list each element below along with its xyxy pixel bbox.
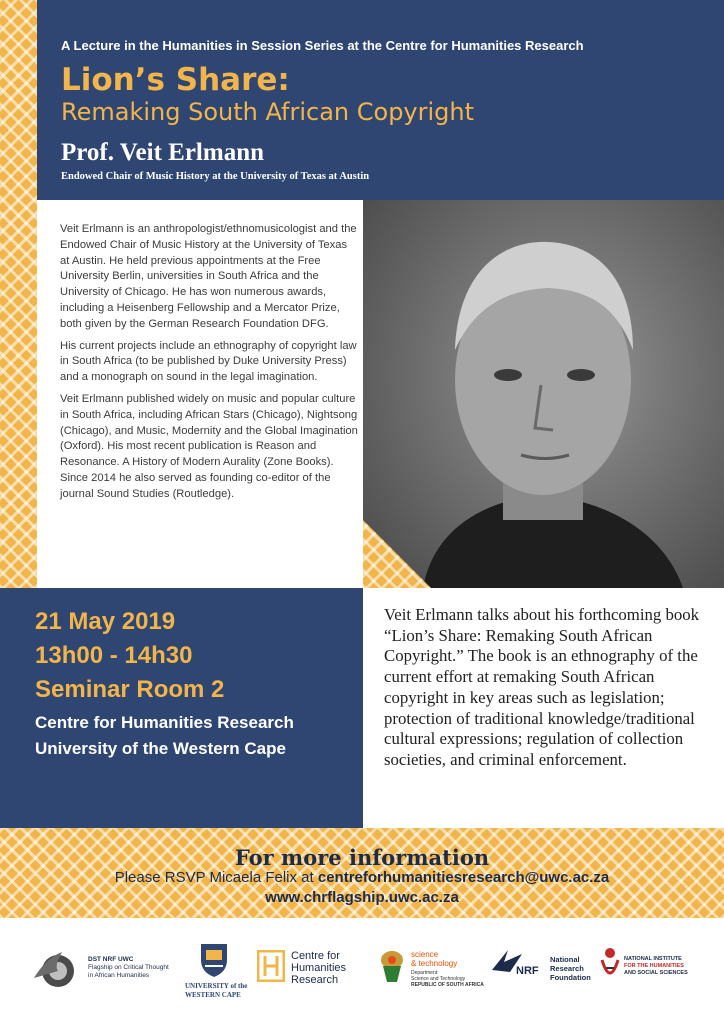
bio-paragraph: Veit Erlmann is an anthropologist/ethnomusicologist and the Endowed Chair of Music History at the University of Texas at Austin. He held previous appointments at the Free University Berlin, universities in South Africa and the University of Chicago. He has won numerous awards, including a Heisenberg Fellowship and a Mercator Prize, both given by the German Research Foundation DFG. [60, 223, 357, 330]
nihss-label-2: FOR THE HUMANITIES [624, 963, 684, 969]
flagship-label-3: in African Humanities [88, 972, 150, 979]
uwc-crest-icon [199, 942, 229, 978]
nrf-label-2: Research [550, 964, 584, 973]
series-label: A Lecture in the Humanities in Session Series at the Centre for Humanities Research [61, 38, 584, 53]
sponsor-logos [0, 918, 724, 1024]
rsvp-text: Please RSVP Micaela Felix at [114, 869, 318, 886]
nihss-logo [596, 918, 721, 1024]
speaker-bio [60, 222, 358, 509]
dst-logo [375, 918, 485, 1024]
chr-label-2: Humanities [291, 962, 347, 974]
lecture-title: Lion’s Share: [61, 62, 290, 98]
uwc-label-1: UNIVERSITY of the [185, 982, 248, 990]
chr-label-3: Research [291, 974, 339, 986]
event-details-panel [0, 588, 363, 828]
speaker-position: Endowed Chair of Music History at the University of Texas at Austin [61, 171, 370, 182]
flagship-logo [30, 918, 170, 1024]
event-date: 21 May 2019 [35, 608, 176, 635]
rsvp-email-link[interactable]: centreforhumanitiesresearch@uwc.ac.za [317, 869, 610, 886]
nihss-label-3: AND SOCIAL SCIENCES [624, 970, 688, 976]
host-university: University of the Western Cape [35, 739, 286, 758]
nrf-label-3: Foundation [550, 973, 591, 982]
nihss-label-1: NATIONAL INSTITUTE [624, 956, 682, 962]
decorative-pattern-strip [0, 0, 37, 588]
nrf-logo [490, 918, 600, 1024]
website-link[interactable]: www.chrflagship.uwc.ac.za [265, 889, 459, 906]
dst-label-1: science [411, 950, 439, 959]
lecture-subtitle: Remaking South African Copyright [61, 98, 475, 126]
dst-label-2: & technology [411, 959, 458, 968]
host-centre: Centre for Humanities Research [35, 713, 294, 732]
chr-logo [255, 918, 370, 1024]
event-venue: Seminar Room 2 [35, 676, 225, 703]
uwc-logo [175, 918, 255, 1024]
nrf-mark: NRF [516, 965, 539, 977]
header-banner [37, 0, 724, 200]
talk-description: Veit Erlmann talks about his forthcoming book “Lion’s Share: Remaking South African Copyright.” The book is an ethnography of the current effort at remaking South African copyright in key areas such as legislation; protection of traditional knowledge/traditional cultural expressions; regulation of collection societies, and criminal enforcement. [384, 605, 700, 769]
dst-label-5: REPUBLIC OF SOUTH AFRICA [411, 982, 484, 988]
speaker-name: Prof. Veit Erlmann [61, 139, 265, 166]
speaker-photo [363, 200, 724, 588]
bio-paragraph: His current projects include an ethnography of copyright law in South Africa (to be published by Duke University Press) and a monograph on sound in the legal imagination. [60, 339, 357, 384]
chr-emblem-icon [257, 950, 285, 982]
dst-label-4: Science and Technology [411, 976, 466, 982]
nrf-label-1: National [550, 955, 580, 964]
speaker-portrait-illustration [363, 200, 724, 588]
flagship-label-2: Flagship on Critical Thought [88, 964, 169, 971]
info-heading: For more information [234, 845, 490, 870]
flagship-emblem-icon [32, 948, 82, 994]
uwc-label-2: WESTERN CAPE [185, 991, 241, 999]
dst-label-3: Department: [411, 970, 439, 976]
rsvp-line [0, 869, 724, 886]
south-africa-coat-of-arms-icon [377, 948, 407, 984]
chr-label-1: Centre for [291, 950, 340, 962]
bio-paragraph: Veit Erlmann published widely on music and popular culture in South Africa, including African Stars (Chicago), Nightsong (Chicago), and Music, Modernity and the Global Imagination (Oxford). His most recent publication is Reason and Resonance. A History of Modern Aurality (Zone Books). Since 2014 he also served as founding co-editor of the journal Sound Studies (Routledge). [60, 392, 358, 500]
event-time: 13h00 - 14h30 [35, 642, 193, 669]
flagship-label-1: DST NRF UWC [88, 956, 134, 963]
nihss-emblem-icon [598, 946, 622, 986]
